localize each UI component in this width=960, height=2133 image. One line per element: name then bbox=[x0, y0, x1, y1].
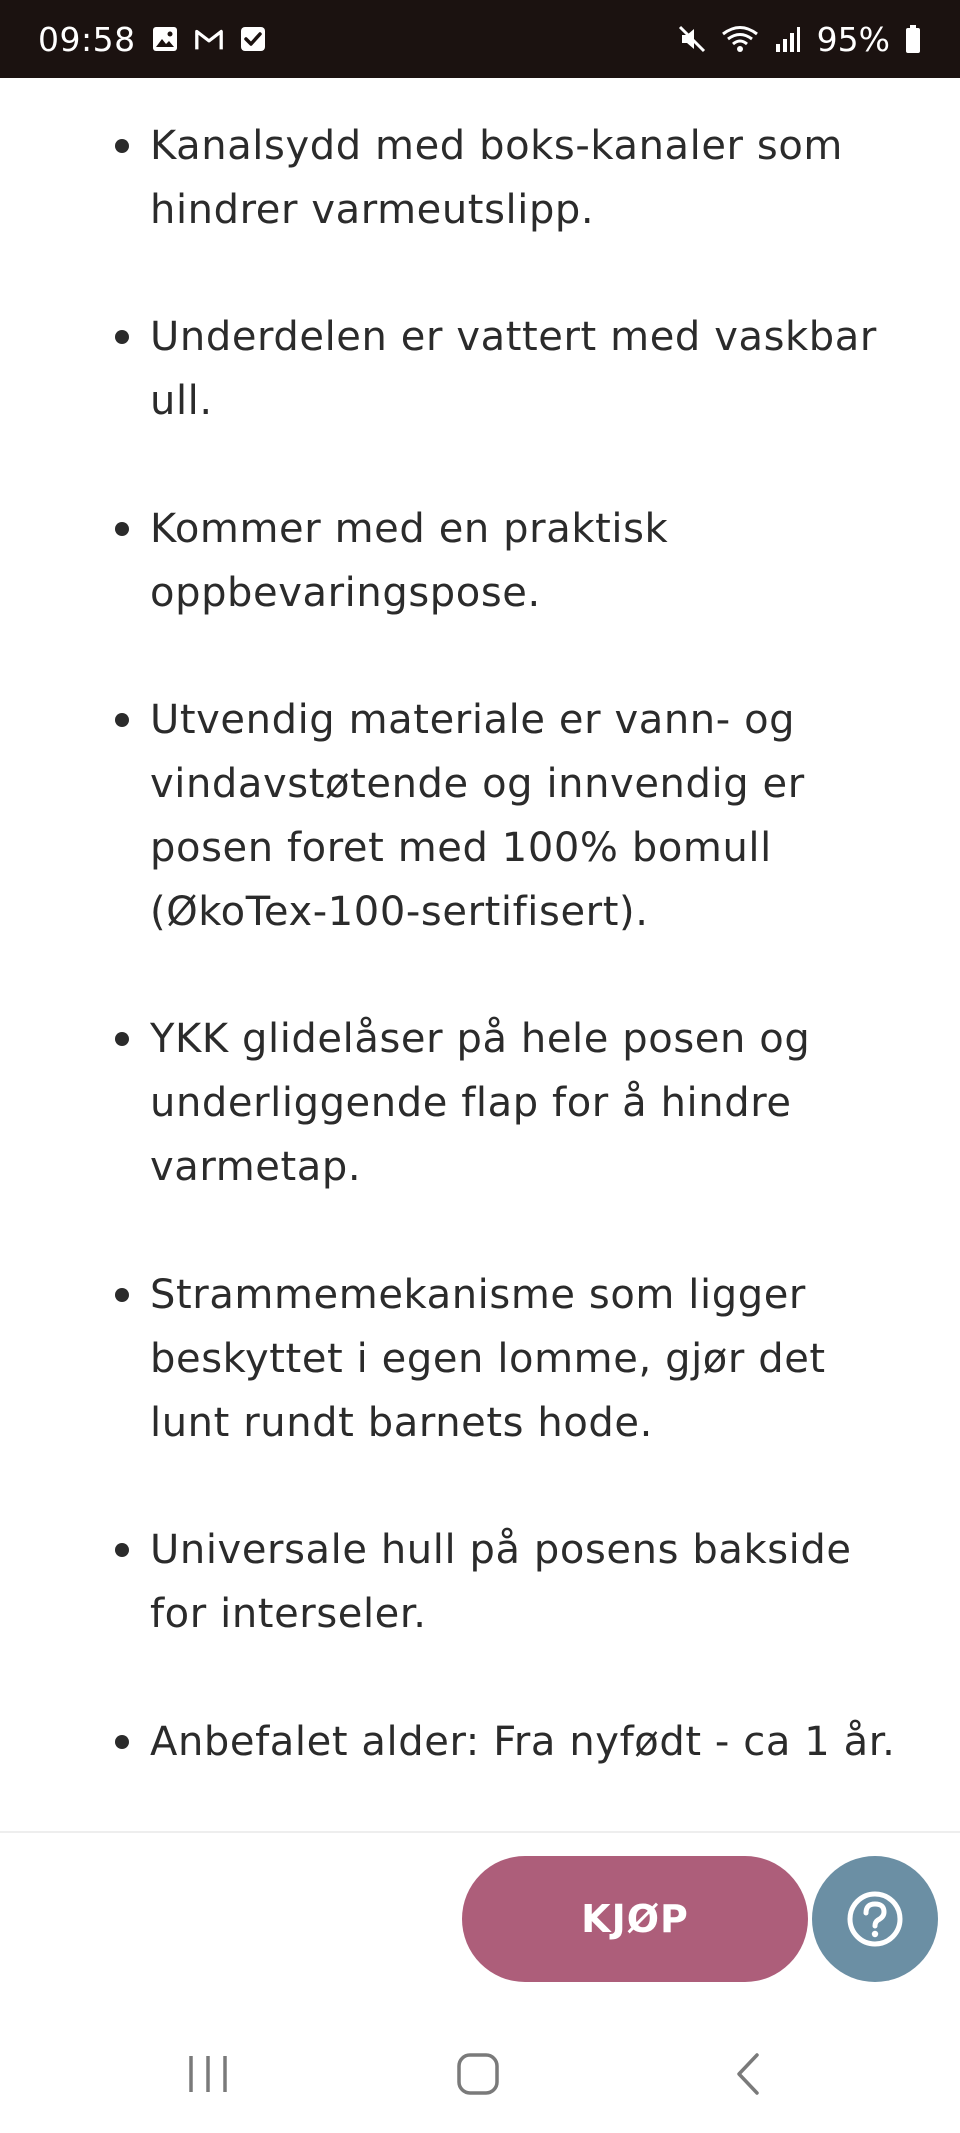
list-item bbox=[0, 1263, 960, 1455]
feature-text-line: Kanalsydd med boks-kanaler som bbox=[150, 123, 843, 169]
list-item bbox=[0, 1518, 960, 1646]
mute-icon bbox=[677, 24, 707, 54]
list-item bbox=[0, 688, 960, 944]
feature-text-line: Anbefalet alder: Fra nyfødt - ca 1 år. bbox=[150, 1719, 896, 1765]
buy-button-label: KJØP bbox=[581, 1897, 689, 1941]
home-icon bbox=[455, 2051, 501, 2097]
feature-text-line: beskyttet i egen lomme, gjør det bbox=[150, 1336, 826, 1382]
recent-apps-icon bbox=[185, 2052, 231, 2096]
feature-text-line: varmetap. bbox=[150, 1144, 362, 1190]
feature-text-line: Utvendig materiale er vann- og bbox=[150, 697, 796, 743]
list-item bbox=[0, 1007, 960, 1199]
recent-apps-button[interactable] bbox=[178, 2044, 238, 2104]
wifi-icon bbox=[721, 24, 759, 54]
divider bbox=[0, 1831, 960, 1833]
bullet-icon bbox=[115, 713, 129, 727]
gallery-icon bbox=[150, 24, 180, 54]
feature-text-line: ull. bbox=[150, 378, 213, 424]
feature-text-line: vindavstøtende og innvendig er bbox=[150, 761, 805, 807]
gmail-icon bbox=[194, 24, 224, 54]
feature-text-line: underliggende flap for å hindre bbox=[150, 1080, 792, 1126]
bullet-icon bbox=[115, 522, 129, 536]
bullet-icon bbox=[115, 139, 129, 153]
list-item bbox=[0, 1710, 960, 1774]
status-time: 09:58 bbox=[38, 19, 136, 59]
status-bar-right bbox=[677, 20, 922, 59]
bullet-icon bbox=[115, 1735, 129, 1749]
navigation-bar bbox=[0, 2010, 960, 2133]
feature-text-line: Universale hull på posens bakside bbox=[150, 1527, 852, 1573]
list-item bbox=[0, 305, 960, 433]
feature-text-line: for interseler. bbox=[150, 1591, 427, 1637]
list-item bbox=[0, 114, 960, 242]
question-icon bbox=[846, 1890, 904, 1948]
bullet-icon bbox=[115, 330, 129, 344]
feature-text-line: oppbevaringspose. bbox=[150, 570, 541, 616]
buy-button[interactable] bbox=[462, 1856, 808, 1982]
feature-text-line: lunt rundt barnets hode. bbox=[150, 1400, 653, 1446]
home-button[interactable] bbox=[448, 2044, 508, 2104]
bullet-icon bbox=[115, 1032, 129, 1046]
checkbox-icon bbox=[238, 24, 268, 54]
battery-percent: 95% bbox=[816, 19, 890, 59]
status-bar bbox=[0, 0, 960, 78]
bullet-icon bbox=[115, 1288, 129, 1302]
list-item bbox=[0, 497, 960, 625]
feature-text-line: Underdelen er vattert med vaskbar bbox=[150, 314, 877, 360]
feature-text-line: (ØkoTex-100-sertifisert). bbox=[150, 889, 649, 935]
status-bar-left bbox=[38, 20, 268, 59]
back-icon bbox=[733, 2051, 763, 2097]
feature-text-line: hindrer varmeutslipp. bbox=[150, 187, 595, 233]
feature-text-line: posen foret med 100% bomull bbox=[150, 825, 772, 871]
feature-text-line: Kommer med en praktisk bbox=[150, 506, 669, 552]
back-button[interactable] bbox=[718, 2044, 778, 2104]
feature-text-line: Strammemekanisme som ligger bbox=[150, 1272, 806, 1318]
bullet-icon bbox=[115, 1543, 129, 1557]
product-description bbox=[0, 78, 960, 1830]
battery-icon bbox=[904, 24, 922, 54]
help-button[interactable] bbox=[812, 1856, 938, 1982]
feature-text-line: YKK glidelåser på hele posen og bbox=[150, 1016, 811, 1062]
signal-icon bbox=[773, 24, 803, 54]
